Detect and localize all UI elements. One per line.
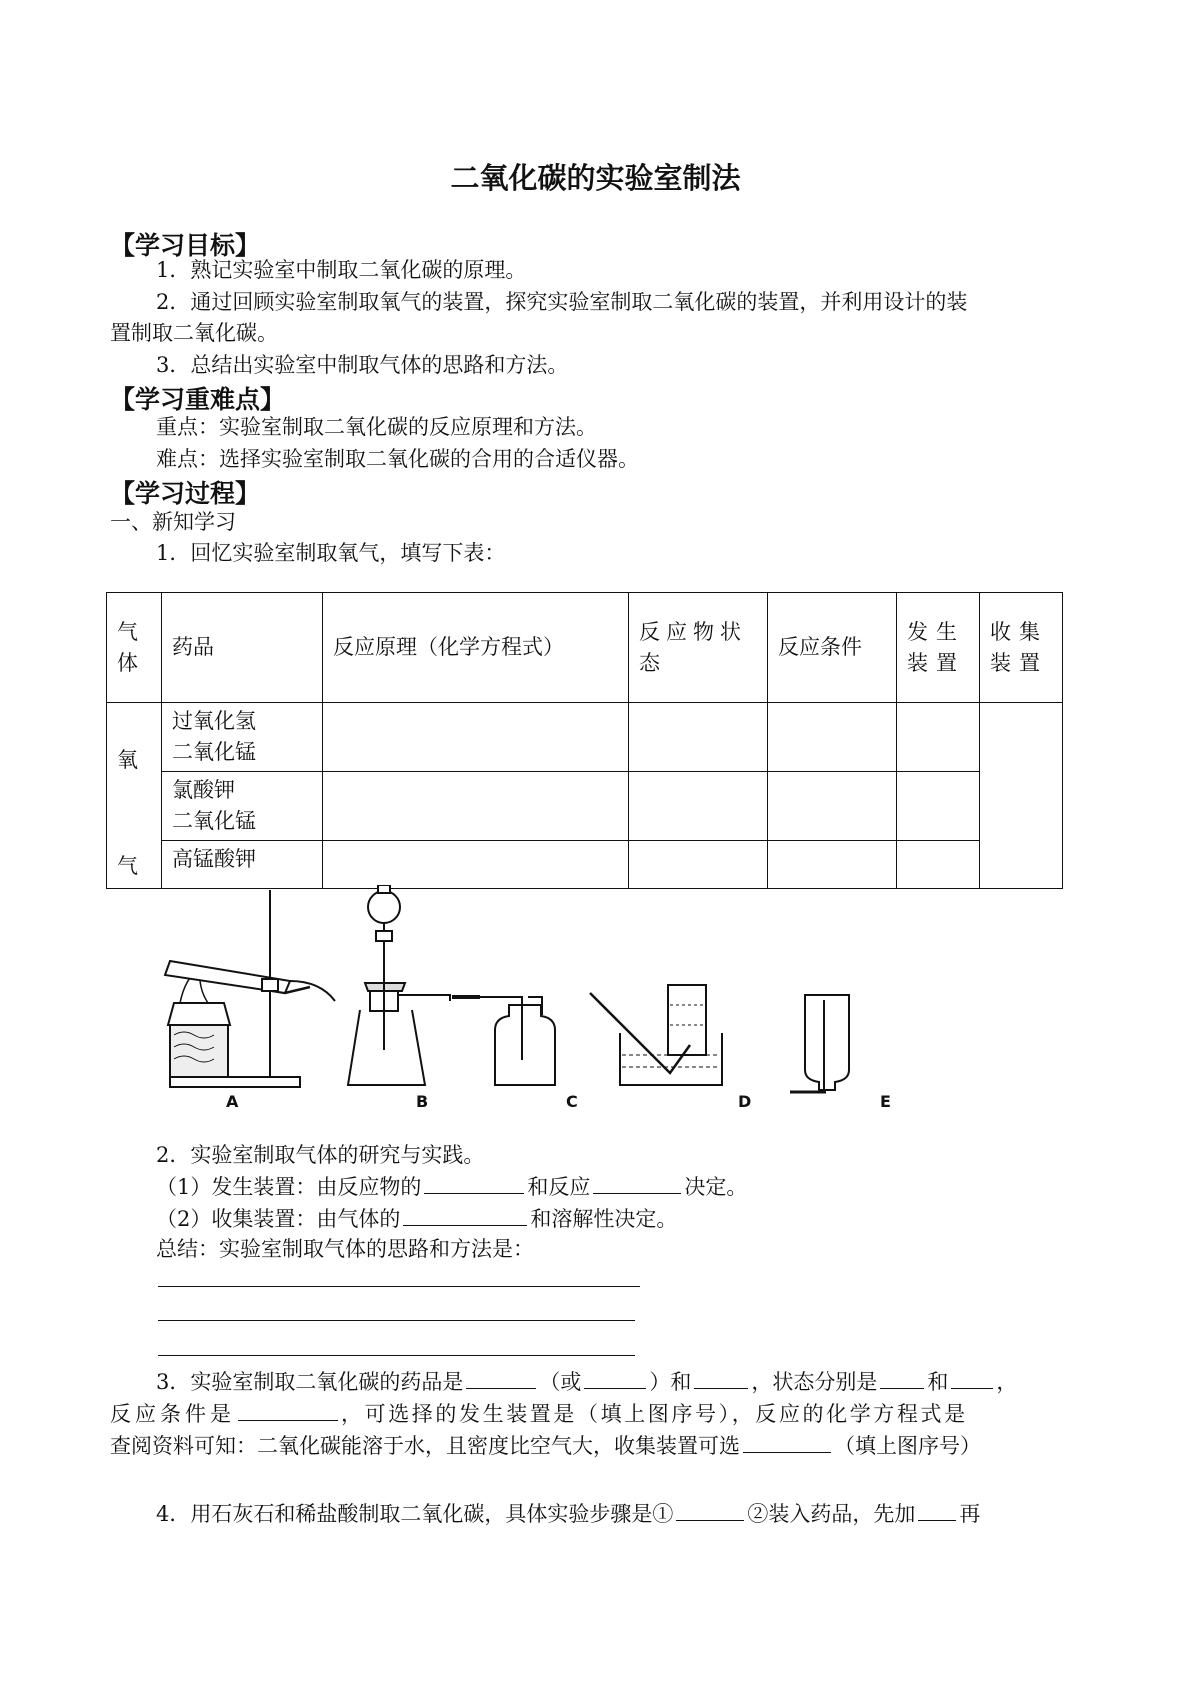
section-new-knowledge: 一、新知学习 <box>110 510 236 534</box>
answer-cell[interactable] <box>980 703 1063 889</box>
process-heading: 【学习过程】 <box>110 479 261 508</box>
answer-cell[interactable] <box>768 703 897 772</box>
answer-blank[interactable] <box>238 1398 338 1421</box>
key-point: 重点：实验室制取二氧化碳的反应原理和方法。 <box>156 415 597 439</box>
apparatus-figure <box>150 885 910 1125</box>
answer-blank[interactable] <box>694 1366 748 1389</box>
figure-label-b: B <box>416 1092 429 1111</box>
gas-label-bottom: 气 <box>117 854 138 878</box>
answer-cell[interactable] <box>323 772 629 841</box>
answer-cell[interactable] <box>629 703 768 772</box>
table-row <box>107 841 1063 889</box>
apparatus-c <box>452 997 555 1085</box>
answer-cell[interactable] <box>768 841 897 889</box>
figure-label-e: E <box>880 1092 891 1111</box>
header-reactant-state: 反应物状态 <box>629 593 768 703</box>
objective-2-cont: 置制取二氧化碳。 <box>110 321 278 345</box>
question-4: 4．用石灰石和稀盐酸制取二氧化碳，具体实验步骤是① ②装入药品，先加 再 <box>156 1498 980 1529</box>
answer-blank[interactable] <box>918 1498 956 1521</box>
answer-blank[interactable] <box>951 1366 993 1389</box>
header-principle: 反应原理（化学方程式） <box>323 593 629 703</box>
gas-cell <box>107 703 162 889</box>
apparatus-b <box>348 885 450 1085</box>
reagent-cell: 过氧化氢 二氧化锰 <box>162 703 323 772</box>
figure-label-a: A <box>226 1092 239 1111</box>
header-reagents: 药品 <box>162 593 323 703</box>
answer-cell[interactable] <box>323 841 629 889</box>
page-title: 二氧化碳的实验室制法 <box>450 161 741 195</box>
header-gas: 气体 <box>107 593 162 703</box>
question-2: 2．实验室制取气体的研究与实践。 <box>156 1143 485 1167</box>
answer-cell[interactable] <box>768 772 897 841</box>
summary-answer-line[interactable] <box>158 1355 635 1356</box>
answer-cell[interactable] <box>629 841 768 889</box>
answer-blank[interactable] <box>593 1171 681 1194</box>
answer-blank[interactable] <box>466 1366 536 1389</box>
table-row <box>107 703 1063 772</box>
table-header-row <box>107 593 1063 703</box>
question-3-line-3: 查阅资料可知：二氧化碳能溶于水，且密度比空气大，收集装置可选 （填上图序号） <box>110 1430 981 1461</box>
gas-label-top: 氧 <box>117 748 138 772</box>
answer-blank[interactable] <box>584 1366 646 1389</box>
answer-blank[interactable] <box>424 1171 524 1194</box>
summary-answer-line[interactable] <box>158 1286 640 1287</box>
objective-2: 2．通过回顾实验室制取氧气的装置，探究实验室制取二氧化碳的装置，并利用设计的装 <box>156 290 968 314</box>
reagent-cell: 高锰酸钾 <box>162 841 323 889</box>
reagent-cell: 氯酸钾 二氧化锰 <box>162 772 323 841</box>
apparatus-a <box>165 890 335 1087</box>
question-2-part-2: （2）收集装置：由气体的 和溶解性决定。 <box>156 1203 677 1234</box>
header-generator: 发生装置 <box>897 593 980 703</box>
apparatus-e <box>790 995 849 1092</box>
answer-cell[interactable] <box>897 772 980 841</box>
answer-cell[interactable] <box>323 703 629 772</box>
answer-blank[interactable] <box>880 1366 924 1389</box>
question-2-part-1: （1）发生装置：由反应物的 和反应 决定。 <box>156 1171 747 1202</box>
figure-label-d: D <box>738 1092 752 1111</box>
question-3-line-1: 3．实验室制取二氧化碳的药品是 （或 ）和 ，状态分别是 和 ， <box>156 1366 1017 1397</box>
objective-3: 3．总结出实验室中制取气体的思路和方法。 <box>156 353 569 377</box>
answer-blank[interactable] <box>743 1430 831 1453</box>
objectives-heading: 【学习目标】 <box>110 231 261 260</box>
key-points-heading: 【学习重难点】 <box>110 385 286 414</box>
figure-label-c: C <box>566 1092 578 1111</box>
header-conditions: 反应条件 <box>768 593 897 703</box>
answer-blank[interactable] <box>676 1498 744 1521</box>
answer-cell[interactable] <box>629 772 768 841</box>
answer-cell[interactable] <box>897 841 980 889</box>
objective-1: 1．熟记实验室中制取二氧化碳的原理。 <box>156 258 527 282</box>
summary-answer-line[interactable] <box>158 1320 635 1321</box>
difficult-point: 难点：选择实验室制取二氧化碳的合用的合适仪器。 <box>156 447 639 471</box>
summary-prompt: 总结：实验室制取气体的思路和方法是： <box>156 1237 534 1261</box>
table-row <box>107 772 1063 841</box>
answer-blank[interactable] <box>403 1203 527 1226</box>
answer-cell[interactable] <box>897 703 980 772</box>
question-3-line-2: 反应条件是 ，可选择的发生装置是（填上图序号），反应的化学方程式是 <box>110 1398 968 1429</box>
apparatus-d <box>590 985 722 1085</box>
header-collector: 收集装置 <box>980 593 1063 703</box>
question-1: 1．回忆实验室制取氧气，填写下表： <box>156 541 506 565</box>
oxygen-table <box>106 592 1063 889</box>
